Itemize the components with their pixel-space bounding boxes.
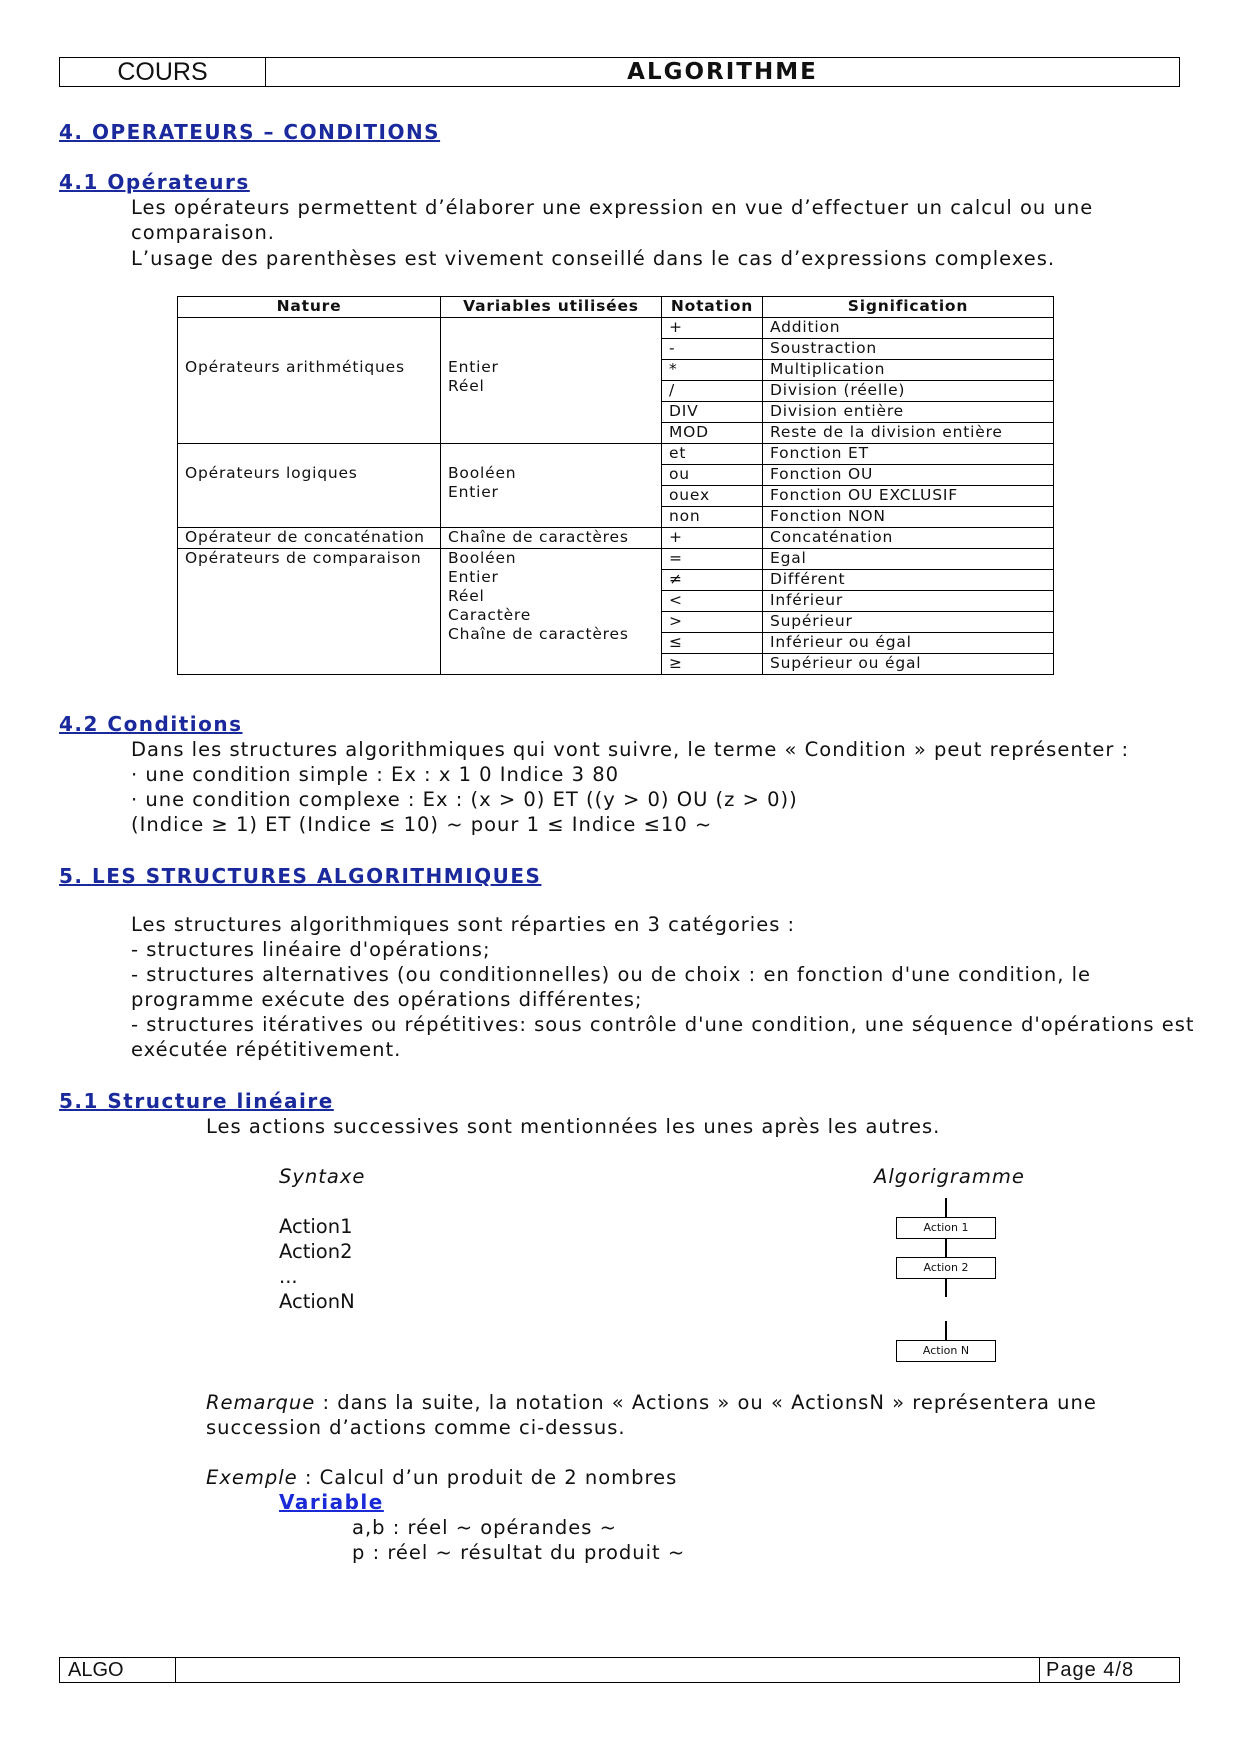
footer-left: ALGO <box>60 1658 176 1682</box>
notation-cell: non <box>662 507 763 528</box>
footer-middle <box>176 1658 1039 1682</box>
variable-keyword: Variable <box>279 1490 384 1514</box>
signification-cell: Inférieur ou égal <box>763 633 1054 654</box>
variable-type: Entier <box>448 358 499 376</box>
syntax-line: ActionN <box>279 1290 355 1313</box>
nature-label: Opérateurs logiques <box>185 464 358 482</box>
variable-type: Booléen <box>448 549 517 567</box>
remarque-label: Remarque <box>206 1391 316 1414</box>
notation-cell: / <box>662 381 763 402</box>
syntax-line: Action1 <box>279 1215 353 1238</box>
signification-cell: Soustraction <box>763 339 1054 360</box>
section-4-title: 4. OPERATEURS – CONDITIONS <box>59 120 441 144</box>
flow-connector <box>945 1198 947 1218</box>
s5-line: Les structures algorithmiques sont réparties en 3 catégories : <box>131 913 796 936</box>
notation-cell: ouex <box>662 486 763 507</box>
variable-type: Chaîne de caractères <box>448 528 629 546</box>
variable-type: Caractère <box>448 606 532 624</box>
s41-line: L’usage des parenthèses est vivement conseillé dans le cas d’expressions complexes. <box>131 247 1056 270</box>
table-body <box>178 318 1054 675</box>
s42-line: Dans les structures algorithmiques qui vont suivre, le terme « Condition » peut représenter : <box>131 738 1130 761</box>
remarque-text: : dans la suite, la notation « Actions » ou « ActionsN » représentera une <box>315 1391 1097 1414</box>
notation-cell: ≠ <box>662 570 763 591</box>
table-row <box>178 549 1054 570</box>
variables-cell <box>441 444 662 528</box>
variable-type: Réel <box>448 587 485 605</box>
exemple-line <box>206 1465 677 1490</box>
s42-line: · une condition simple : Ex : x 1 0 Indice 3 80 <box>131 763 620 786</box>
notation-cell: ≥ <box>662 654 763 675</box>
table-header-row <box>178 297 1054 318</box>
flow-connector <box>945 1239 947 1258</box>
variables-cell <box>441 549 662 675</box>
signification-cell: Reste de la division entière <box>763 423 1054 444</box>
variable-line: a,b : réel ~ opérandes ~ <box>352 1516 617 1539</box>
signification-cell: Addition <box>763 318 1054 339</box>
remarque-line: succession d’actions comme ci-dessus. <box>206 1416 626 1439</box>
section-41-title: 4.1 Opérateurs <box>59 170 250 194</box>
syntax-line: Action2 <box>279 1240 353 1263</box>
variable-type: Réel <box>448 377 485 395</box>
s41-line: comparaison. <box>131 221 276 244</box>
s51-intro: Les actions successives sont mentionnées les unes après les autres. <box>206 1115 941 1138</box>
notation-cell: ≤ <box>662 633 763 654</box>
syntaxe-label: Syntaxe <box>279 1165 366 1188</box>
notation-cell: - <box>662 339 763 360</box>
signification-cell: Supérieur <box>763 612 1054 633</box>
page-footer <box>59 1657 1180 1683</box>
page-header <box>59 57 1180 87</box>
section-51-title: 5.1 Structure linéaire <box>59 1089 334 1113</box>
col-header-notation: Notation <box>662 297 763 318</box>
page-number: Page 4/8 <box>1039 1658 1179 1682</box>
table-row <box>178 444 1054 465</box>
signification-cell: Egal <box>763 549 1054 570</box>
signification-cell: Multiplication <box>763 360 1054 381</box>
col-header-signification: Signification <box>763 297 1054 318</box>
syntax-line: ... <box>279 1265 298 1288</box>
exemple-text: : Calcul d’un produit de 2 nombres <box>297 1466 678 1489</box>
section-42-title: 4.2 Conditions <box>59 712 243 736</box>
variable-line: p : réel ~ résultat du produit ~ <box>352 1541 686 1564</box>
signification-cell: Fonction ET <box>763 444 1054 465</box>
notation-cell: * <box>662 360 763 381</box>
s42-line: · une condition complexe : Ex : (x > 0) ET ((y > 0) OU (z > 0)) <box>131 788 798 811</box>
section-5-title: 5. LES STRUCTURES ALGORITHMIQUES <box>59 864 542 888</box>
table-row <box>178 528 1054 549</box>
variable-type: Booléen <box>448 464 517 482</box>
nature-label: Opérateurs arithmétiques <box>185 358 405 376</box>
notation-cell: + <box>662 528 763 549</box>
flow-box-action-2: Action 2 <box>896 1257 996 1279</box>
nature-cell <box>178 528 441 549</box>
variables-cell <box>441 528 662 549</box>
signification-cell: Inférieur <box>763 591 1054 612</box>
s5-line: exécutée répétitivement. <box>131 1038 402 1061</box>
variable-type: Chaîne de caractères <box>448 625 629 643</box>
notation-cell: < <box>662 591 763 612</box>
signification-cell: Différent <box>763 570 1054 591</box>
nature-cell <box>178 444 441 528</box>
notation-cell: ou <box>662 465 763 486</box>
nature-label: Opérateurs de comparaison <box>185 549 422 567</box>
notation-cell: et <box>662 444 763 465</box>
table-row <box>178 318 1054 339</box>
flow-connector <box>945 1321 947 1341</box>
signification-cell: Fonction NON <box>763 507 1054 528</box>
s5-line: programme exécute des opérations différentes; <box>131 988 643 1011</box>
col-header-variables: Variables utilisées <box>441 297 662 318</box>
nature-cell <box>178 318 441 444</box>
nature-cell <box>178 549 441 675</box>
flow-box-action-n: Action N <box>896 1340 996 1362</box>
variables-cell <box>441 318 662 444</box>
header-left: COURS <box>60 58 266 86</box>
signification-cell: Fonction OU EXCLUSIF <box>763 486 1054 507</box>
signification-cell: Fonction OU <box>763 465 1054 486</box>
notation-cell: > <box>662 612 763 633</box>
header-title: ALGORITHME <box>627 59 818 85</box>
notation-cell: = <box>662 549 763 570</box>
signification-cell: Concaténation <box>763 528 1054 549</box>
s5-line: - structures itératives ou répétitives: sous contrôle d'une condition, une séquence d'opérations est <box>131 1013 1195 1036</box>
s42-line: (Indice ≥ 1) ET (Indice ≤ 10) ~ pour 1 ≤ Indice ≤10 ~ <box>131 813 713 836</box>
flow-box-action-1: Action 1 <box>896 1217 996 1239</box>
s5-line: - structures alternatives (ou conditionnelles) ou de choix : en fonction d'une condition, le <box>131 963 1092 986</box>
s5-line: - structures linéaire d'opérations; <box>131 938 491 961</box>
signification-cell: Division (réelle) <box>763 381 1054 402</box>
algorigramme-label: Algorigramme <box>874 1165 1025 1188</box>
variable-type: Entier <box>448 568 499 586</box>
variable-type: Entier <box>448 483 499 501</box>
notation-cell: MOD <box>662 423 763 444</box>
flow-connector <box>945 1279 947 1297</box>
exemple-label: Exemple <box>206 1466 298 1489</box>
remarque-line <box>206 1390 1097 1415</box>
signification-cell: Division entière <box>763 402 1054 423</box>
operators-table <box>177 296 1054 675</box>
notation-cell: DIV <box>662 402 763 423</box>
s41-line: Les opérateurs permettent d’élaborer une expression en vue d’effectuer un calcul ou une <box>131 196 1094 219</box>
nature-label: Opérateur de concaténation <box>185 528 425 546</box>
notation-cell: + <box>662 318 763 339</box>
signification-cell: Supérieur ou égal <box>763 654 1054 675</box>
col-header-nature: Nature <box>178 297 441 318</box>
